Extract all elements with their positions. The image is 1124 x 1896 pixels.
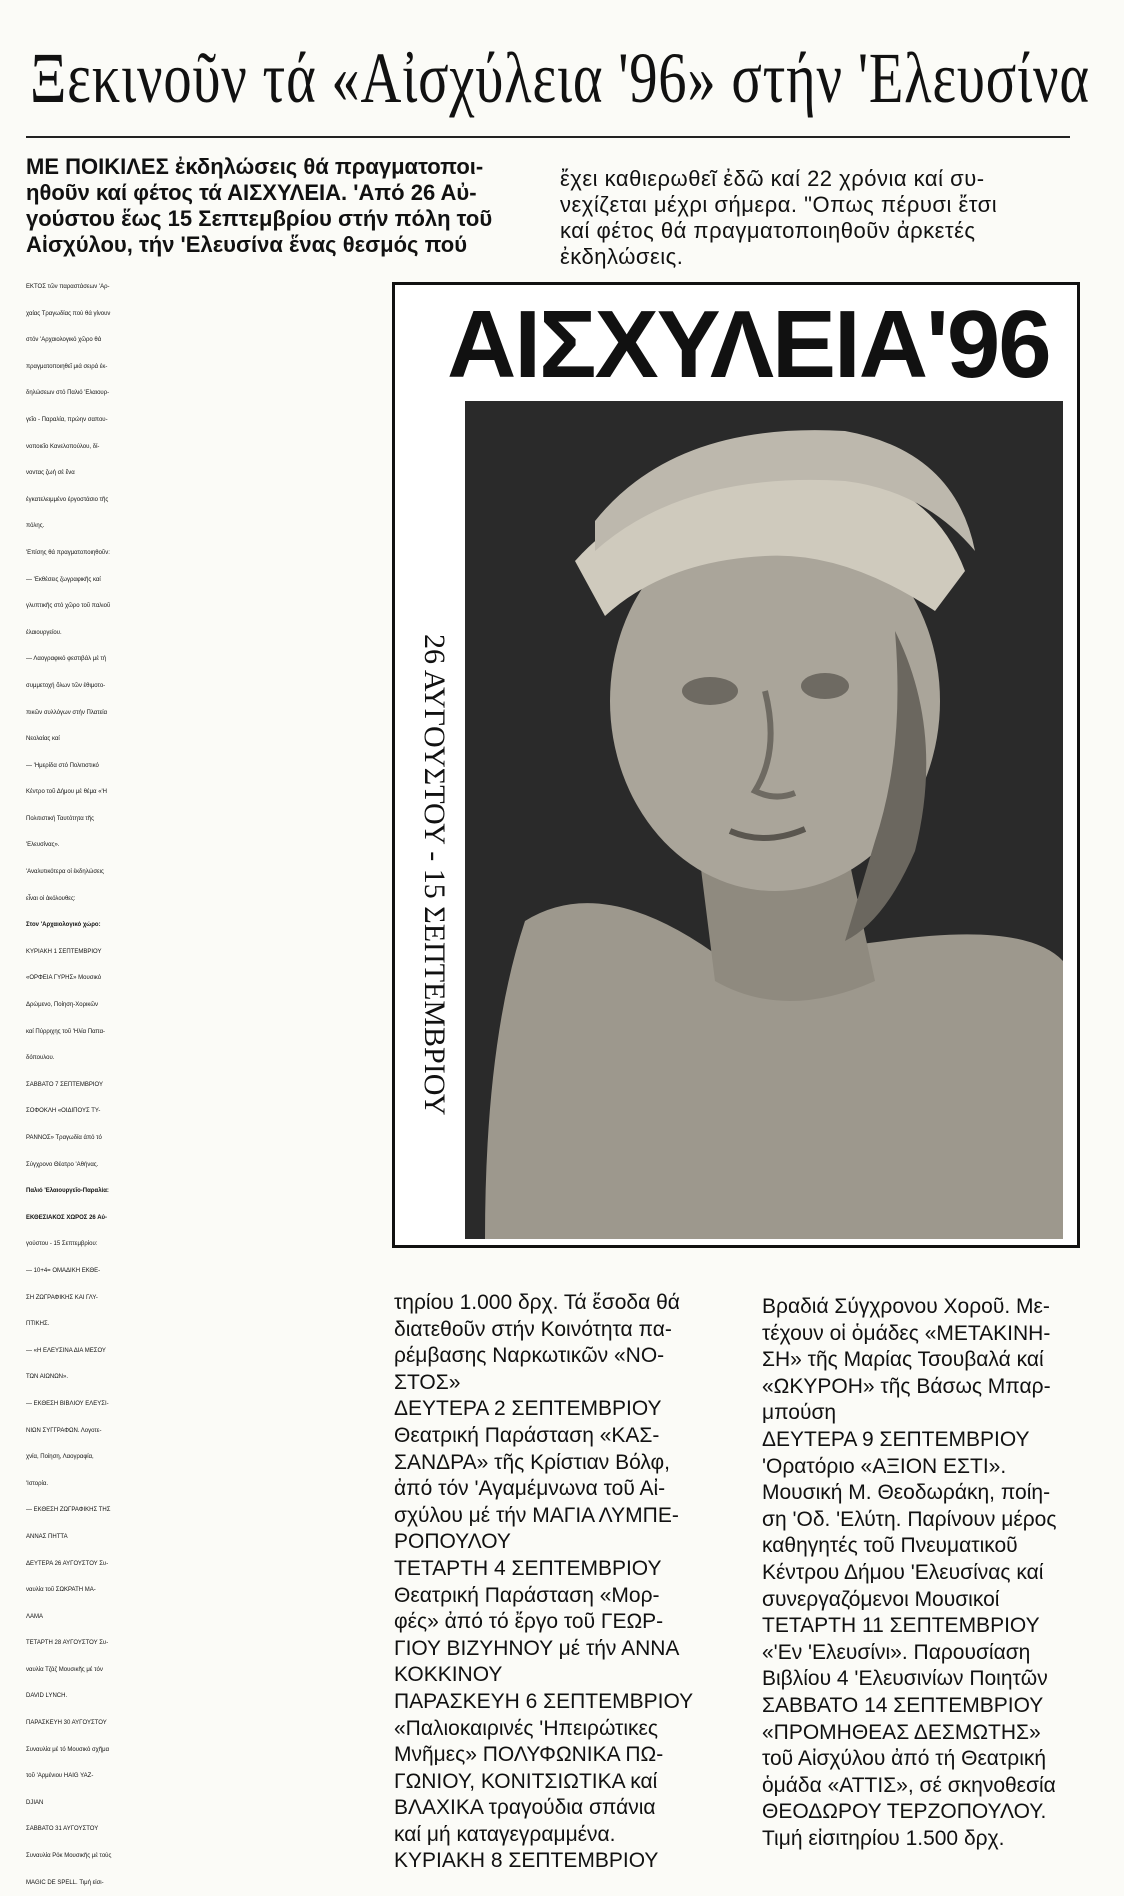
article-line: ΛΑΜΑ bbox=[26, 1613, 44, 1620]
article-line: ΡΑΝΝΟΣ» Τραγωδία ἀπό τό bbox=[26, 1135, 102, 1141]
article-line: ΡΟΠΟΥΛΟΥ bbox=[394, 1530, 511, 1554]
lead-line: ἔχει καθιερωθεῖ ἐδῶ καί 22 χρόνια καί συ- bbox=[560, 166, 985, 191]
article-line: Μουσική Μ. Θεοδωράκη, ποίη- bbox=[762, 1481, 1051, 1505]
statue-eye bbox=[801, 673, 849, 699]
article-line: ση 'Οδ. 'Ελύτη. Παρίνουν μέρος bbox=[762, 1507, 1057, 1531]
article-line: δηλώσεων στό Παλιό 'Ελαιουρ- bbox=[26, 390, 110, 397]
article-line: ΣΑΒΒΑΤΟ 31 ΑΥΓΟΥΣΤΟΥ bbox=[26, 1826, 99, 1833]
article-line: «'Εν 'Ελευσίνι». Παρουσίαση bbox=[762, 1640, 1031, 1664]
article-line: 'Επίσης θά πραγματοποιηθοῦν: bbox=[26, 549, 110, 556]
article-line: ΔΕΥΤΕΡΑ 2 ΣΕΠΤΕΜΒΡΙΟΥ bbox=[394, 1397, 662, 1421]
lead-line: γούστου ἕως 15 Σεπτεμβρίου στήν πόλη τοῦ bbox=[26, 206, 493, 231]
article-line: ἐλαιουργείου. bbox=[26, 629, 62, 636]
article-line: «ΠΡΟΜΗΘΕΑΣ ΔΕΣΜΩΤΗΣ» bbox=[762, 1720, 1041, 1744]
lead-line: Αἰσχύλου, τήν 'Ελευσίνα ἕνας θεσμός πού bbox=[26, 232, 468, 257]
article-line: Συναυλία Ρόκ Μουσικῆς μέ τούς bbox=[26, 1853, 112, 1860]
article-line: χαίας Τραγωδίας πού θά γίνουν bbox=[26, 310, 111, 317]
article-line: ναυλία τοῦ ΣΩΚΡΑΤΗ ΜΑ- bbox=[26, 1587, 96, 1594]
article-line: ΔΕΥΤΕΡΑ 26 ΑΥΓΟΥΣΤΟΥ Συ- bbox=[26, 1560, 109, 1567]
article-line: Κέντρου Δήμου 'Ελευσίνας καί bbox=[762, 1560, 1044, 1584]
article-line: ΠΑΡΑΣΚΕΥΗ 6 ΣΕΠΤΕΜΒΡΙΟΥ bbox=[394, 1689, 694, 1713]
article-line: Τιμή εἰσιτηρίου 1.500 δρχ. bbox=[762, 1826, 1005, 1850]
article-line: ὁμάδα «ΑΤΤΙΣ», σέ σκηνοθεσία bbox=[762, 1773, 1056, 1797]
lead-left bbox=[26, 154, 534, 266]
article-line: ΕΚΤΟΣ τῶν παραστάσεων 'Αρ- bbox=[26, 284, 110, 290]
column-2 bbox=[394, 1290, 724, 1878]
article-line: ΣΑΒΒΑΤΟ 7 ΣΕΠΤΕΜΒΡΙΟΥ bbox=[26, 1081, 104, 1088]
article-line: Θεατρική Παράσταση «ΚΑΣ- bbox=[394, 1423, 660, 1447]
article-line: στόν 'Αρχαιολογικό χῶρο θά bbox=[26, 337, 102, 344]
article-line: ΚΟΚΚΙΝΟΥ bbox=[394, 1663, 503, 1687]
article-line: πικῶν συλλόγων στήν Πλατεία bbox=[26, 709, 108, 716]
article-line: ΣΑΝΔΡΑ» τῆς Κρίστιαν Βόλφ, bbox=[394, 1450, 670, 1474]
article-line: ΕΚΘΕΣΙΑΚΟΣ ΧΩΡΟΣ 26 Αὐ- bbox=[26, 1214, 108, 1221]
lead-line: ηθοῦν καί φέτος τά ΑΙΣΧΥΛΕΙΑ. 'Από 26 Αὐ- bbox=[26, 180, 477, 205]
article-line: — «Η ΕΛΕΥΣΙΝΑ ΔΙΑ ΜΕΣΟΥ bbox=[26, 1347, 106, 1354]
lead-line: ΜΕ ΠΟΙΚΙΛΕΣ ἐκδηλώσεις θά πραγματοποι- bbox=[26, 154, 484, 179]
headline: Ξεκινοῦν τά «Αἰσχύλεια '96» στήν 'Ελευσίνα bbox=[30, 38, 1090, 118]
article-line: ΣΤΟΣ» bbox=[394, 1370, 461, 1394]
article-line: ΝΙΩΝ ΣΥΓΓΡΑΦΩΝ. Λογοτε- bbox=[26, 1427, 102, 1434]
article-line: ἀπό τόν 'Αγαμέμνωνα τοῦ Αἰ- bbox=[394, 1477, 666, 1501]
article-line: — 'Ημερίδα στό Πολιτιστικό bbox=[26, 762, 99, 769]
column-3 bbox=[762, 1294, 1092, 1878]
article-line: τοῦ 'Αρμένιου HAIG YAZ- bbox=[26, 1773, 94, 1780]
article-line: ρέμβασης Ναρκωτικῶν «ΝΟ- bbox=[394, 1344, 665, 1368]
article-line: τοῦ Αἰσχύλου ἀπό τή Θεατρική bbox=[762, 1747, 1047, 1771]
article-line: γεῖο - Παραλία, πρώην σαπου- bbox=[26, 416, 108, 423]
article-line: — 'Εκθέσεις ζωγραφικῆς καί bbox=[26, 576, 101, 583]
article-line: ΑΝΝΑΣ ΠΗΤΤΑ bbox=[26, 1533, 68, 1540]
article-line: Βραδιά Σύγχρονου Χοροῦ. Με- bbox=[762, 1295, 1050, 1318]
article-line: ΣΗ» τῆς Μαρίας Τσουβαλά καί bbox=[762, 1348, 1044, 1372]
article-line: 'Ορατόριο «ΑΞΙΟΝ ΕΣΤΙ». bbox=[762, 1454, 1007, 1478]
lead-line: ἐκδηλώσεις. bbox=[560, 244, 684, 269]
article-line: — 10+4= ΟΜΑΔΙΚΗ ΕΚΘΕ- bbox=[26, 1267, 101, 1274]
article-line: Μνῆμες» ΠΟΛΥΦΩΝΙΚΑ ΠΩ- bbox=[394, 1743, 664, 1767]
article-line: πραγματοποιηθεῖ μιά σειρά ἐκ- bbox=[26, 363, 108, 370]
statue-eye bbox=[682, 677, 738, 705]
article-line: ἐγκατελειμμένο ἐργοστάσιο τῆς bbox=[26, 496, 109, 503]
article-line: — ΕΚΘΕΣΗ ΒΙΒΛΙΟΥ ΕΛΕΥΣΙ- bbox=[26, 1400, 109, 1407]
article-line: ΤΕΤΑΡΤΗ 11 ΣΕΠΤΕΜΒΡΙΟΥ bbox=[762, 1614, 1040, 1638]
article-line: Πολιτιστική Ταυτότητα τῆς bbox=[26, 815, 94, 822]
article-line: νοντας ζωή σέ ἕνα bbox=[26, 470, 75, 477]
article-line: ΚΥΡΙΑΚΗ 8 ΣΕΠΤΕΜΒΡΙΟΥ bbox=[394, 1849, 659, 1873]
article-line: τηρίου 1.000 δρχ. Τά ἔσοδα θά bbox=[394, 1291, 680, 1314]
article-line: 'Ελευσίνας». bbox=[26, 842, 60, 849]
article-line: τέχουν οἱ ὁμάδες «ΜΕΤΑΚΙΝΗ- bbox=[762, 1321, 1051, 1345]
article-line: δόπουλου. bbox=[26, 1055, 55, 1062]
article-line: ΠΑΡΑΣΚΕΥΗ 30 ΑΥΓΟΥΣΤΟΥ bbox=[26, 1720, 107, 1727]
poster-title: ΑΙΣΧΥΛΕΙΑ'96 bbox=[447, 291, 1050, 398]
article-line: καί μή καταγεγραμμένα. bbox=[394, 1822, 616, 1846]
article-line: καί Πύρριχης τοῦ 'Ηλία Παπα- bbox=[26, 1028, 106, 1035]
article-line: ΤΕΤΑΡΤΗ 28 ΑΥΓΟΥΣΤΟΥ Συ- bbox=[26, 1640, 109, 1647]
article-line: ΤΕΤΑΡΤΗ 4 ΣΕΠΤΕΜΒΡΙΟΥ bbox=[394, 1556, 662, 1580]
article-line: μπούση bbox=[762, 1401, 837, 1425]
article-line: εἶναι οἱ ἀκόλουθες: bbox=[26, 895, 76, 902]
lead-line: νεχίζεται μέχρι σήμερα. "Οπως πέρυσι ἔτσι bbox=[560, 192, 998, 217]
poster-dates: 26 ΑΥΓΟΥΣΤΟΥ - 15 ΣΕΠΤΕΜΒΡΙΟΥ bbox=[418, 634, 451, 1116]
article-line: — Λαογραφικό φεστιβάλ μέ τή bbox=[26, 656, 107, 663]
article-line: Συναυλία μέ τό Μουσικό σχῆμα bbox=[26, 1746, 110, 1753]
article-line: «Παλιοκαιρινές 'Ηπειρώτικες bbox=[394, 1716, 658, 1740]
article-line: ΣΗ ΖΩΓΡΑΦΙΚΗΣ ΚΑΙ ΓΛΥ- bbox=[26, 1294, 98, 1301]
article-line: Κέντρο τοῦ Δήμου μέ θέμα «'Η bbox=[26, 789, 108, 796]
article-line: φές» ἀπό τό ἔργο τοῦ ΓΕΩΡ- bbox=[394, 1610, 664, 1634]
article-line: σχύλου μέ τήν ΜΑΓΙΑ ΛΥΜΠΕ- bbox=[394, 1503, 679, 1527]
article-line: ΠΤΙΚΗΣ. bbox=[26, 1321, 50, 1328]
article-line: «ΩΚΥΡΟΗ» τῆς Βάσως Μπαρ- bbox=[762, 1374, 1051, 1398]
article-line: DAVID LYNCH. bbox=[26, 1693, 68, 1700]
event-poster bbox=[392, 282, 1080, 1248]
article-line: Σύγχρονο Θέατρο 'Αθήνας. bbox=[26, 1161, 99, 1168]
headline-rule bbox=[26, 136, 1070, 138]
article-line: γούστου - 15 Σεπτεμβρίου: bbox=[26, 1241, 98, 1248]
article-line: 'Ιστορία. bbox=[26, 1480, 49, 1487]
article-line: πόλης. bbox=[26, 523, 45, 530]
article-line: Δρώμενο, Ποίηση-Χορικῶν bbox=[26, 1002, 99, 1009]
statue-head-photo bbox=[465, 401, 1063, 1239]
article-line: ΤΩΝ ΑΙΩΝΩΝ». bbox=[26, 1374, 69, 1381]
article-line: — ΕΚΘΕΣΗ ΖΩΓΡΑΦΙΚΗΣ ΤΗΣ bbox=[26, 1507, 111, 1514]
article-line: χνία, Ποίηση, Λαογραφία, bbox=[26, 1454, 94, 1461]
article-line: ΔΕΥΤΕΡΑ 9 ΣΕΠΤΕΜΒΡΙΟΥ bbox=[762, 1427, 1030, 1451]
article-line: καθηγητές τοῦ Πνευματικοῦ bbox=[762, 1534, 1018, 1558]
article-line: «ΟΡΦΕΙΑ ΓΥΡΗΣ» Μουσικό bbox=[26, 975, 102, 982]
column-1 bbox=[26, 274, 362, 1886]
article-line: Νεολαίας καί bbox=[26, 736, 60, 743]
article-line: ναυλία Τζάζ Μουσικῆς μέ τόν bbox=[26, 1666, 103, 1673]
article-line: νοποιεῖο Κανελοπούλου, δί- bbox=[26, 443, 100, 450]
lead-right bbox=[560, 166, 1070, 278]
article-line: Παλιό 'Ελαιουργεῖο-Παραλία: bbox=[26, 1188, 109, 1195]
article-line: Βιβλίου 4 'Ελευσινίων Ποιητῶν bbox=[762, 1667, 1048, 1691]
article-line: διατεθοῦν στήν Κοινότητα πα- bbox=[394, 1317, 672, 1341]
article-line: ΣΑΒΒΑΤΟ 14 ΣΕΠΤΕΜΒΡΙΟΥ bbox=[762, 1693, 1044, 1717]
article-line: γλυπτικῆς στό χῶρο τοῦ παλιοῦ bbox=[26, 603, 111, 610]
article-line: Στον 'Αρχαιολογικό χώρο: bbox=[26, 922, 101, 929]
lead-line: καί φέτος θά πραγματοποιηθοῦν ἀρκετές bbox=[560, 218, 976, 243]
article-line: Θεατρική Παράσταση «Μορ- bbox=[394, 1583, 660, 1607]
article-line: ΓΙΟΥ ΒΙΖΥΗΝΟΥ μέ τήν ΑΝΝΑ bbox=[394, 1636, 680, 1660]
article-line: ΚΥΡΙΑΚΗ 1 ΣΕΠΤΕΜΒΡΙΟΥ bbox=[26, 948, 102, 955]
article-line: 'Αναλυτικότερα οἱ ἐκδηλώσεις bbox=[26, 869, 104, 876]
article-line: MAGIC DE SPELL. Τιμή εἰσι- bbox=[26, 1879, 104, 1886]
article-line: συνεργαζόμενοι Μουσικοί bbox=[762, 1587, 1000, 1611]
article-line: ΒΛΑΧΙΚΑ τραγούδια σπάνια bbox=[394, 1796, 656, 1820]
article-line: ΘΕΟΔΩΡΟΥ ΤΕΡΖΟΠΟΥΛΟΥ. bbox=[762, 1800, 1047, 1824]
article-line: συμμετοχή ὅλων τῶν ἐθιμοτο- bbox=[26, 682, 106, 689]
article-line: DJIAN bbox=[26, 1799, 44, 1806]
article-line: ΓΩΝΙΟΥ, ΚΟΝΙΤΣΙΩΤΙΚΑ καί bbox=[394, 1769, 658, 1793]
article-line: ΣΟΦΟΚΛΗ «ΟΙΔΙΠΟΥΣ ΤΥ- bbox=[26, 1108, 101, 1115]
